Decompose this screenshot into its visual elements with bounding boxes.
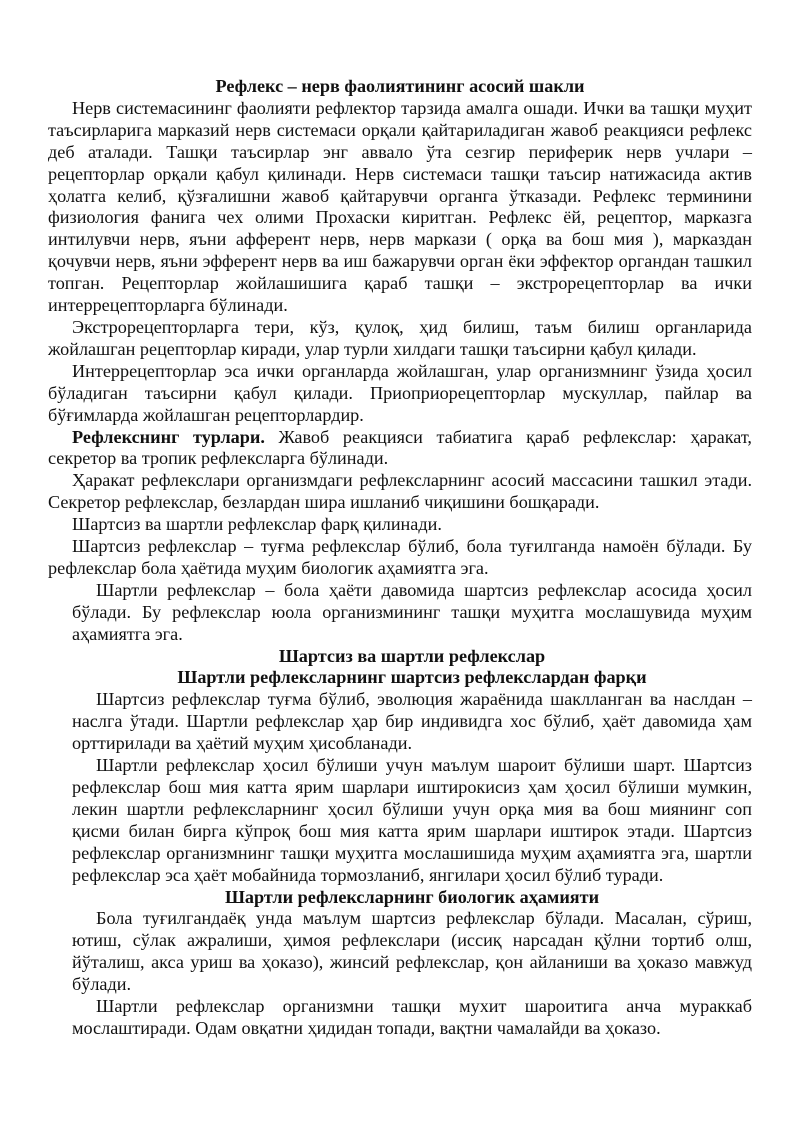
document-page bbox=[48, 76, 752, 1040]
paragraph-newborn-reflexes: Бола туғилгандаёқ унда маълум шартсиз рефлекслар бўлади. Масалан, сўриш, ютиш, сўлак ажралиши, ҳимоя рефлекслари (иссиқ нарсадан қўлни тортиб олш, йўталиш, акса уриш ва ҳоказо), жинсий рефлекслар, қон айланиши ва ҳоказо мавжуд бўлади. bbox=[72, 908, 752, 995]
paragraph-adaptation: Шартли рефлекслар организмни ташқи мухит шароитига анча мураккаб мослаштиради. Одам овқатни ҳидидан топади, вақтни чамалайди ва ҳоказо. bbox=[72, 996, 752, 1038]
paragraph-conditions: Шартли рефлекслар ҳосил бўлиши учун маълум шароит бўлиши шарт. Шартсиз рефлекслар бош мия катта ярим шарлари иштирокисиз ҳам ҳосил бўлиши мумкин, лекин шартли рефлексларнинг ҳосил бўлиши учун орқа мия ва бош миянинг соп қисми билан бирга кўпроқ бош мия катта ярим шарлари иштирок этади. Шартсиз рефлекслар организмнинг ташқи муҳитга мослашишида муҳим аҳамиятга эга, шартли рефлекслар эса ҳаёт мобайнида тормозланиб, янгилари ҳосил бўлиб туради. bbox=[72, 755, 752, 885]
paragraph-exteroceptors: Экстрорецепторларга тери, кўз, қулоқ, ҳид билиш, таъм билиш органларида жойлашган рецепторлар киради, улар турли хилдаги ташқи таъсирни қабул қилади. bbox=[48, 316, 752, 359]
paragraph-motor-reflexes: Ҳаракат рефлекслари организмдаги рефлексларнинг асосий массасини ташкил этади. Секретор рефлекслар, безлардан шира ишланиб чиқишини бошқаради. bbox=[48, 470, 752, 513]
paragraph-unconditioned-reflexes: Шартсиз рефлекслар – туғма рефлекслар бўлиб, бола туғилганда намоён бўлади. Бу рефлекслар бола ҳаётида муҳим биологик аҳамиятга эга. bbox=[48, 536, 752, 578]
paragraph-conditioned-reflexes: Шартли рефлекслар – бола ҳаёти давомида шартсиз рефлекслар асосида ҳосил бўлади. Бу рефлекслар юола организмининг ташқи муҳитга мослашувида муҳим аҳамиятга эга. bbox=[72, 579, 752, 644]
paragraph-reflex-definition: Нерв системасининг фаолияти рефлектор тарзида амалга ошади. Ички ва ташқи муҳит таъсирларига марказий нерв системаси орқали қайтариладиган жавоб реакцияси рефлекс деб аталади. Ташқи таъсирлар энг аввало ўта сезгир периферик нерв учлари – рецепторлар орқали қабул қилинади. Нерв системаси ташқи таъсир натижасида актив ҳолатга келиб, қўзғалишни жавоб қайтарувчи органга ўтказади. Рефлекс терминини физиология фанига чех олими Прохаски киритган. Рефлекс ёй, рецептор, марказга интилувчи нерв, яъни афферент нерв, нерв маркази ( орқа ва бош мия ), марказдан қочувчи нерв, яъни эфферент нерв ва иш бажарувчи орган ёки эффектор органдан ташкил топган. Рецепторлар жойлашишига қараб ташқи – экстрорецепторлар ва ички интеррецепторларга бўлинади. bbox=[48, 97, 752, 316]
reflex-types-text: Жавоб реакцияси табиатига қараб рефлекслар: ҳаракат, секретор ва тропик рефлексларга бўлинади. bbox=[48, 426, 752, 469]
subsection-heading-1: Шартсиз ва шартли рефлекслар bbox=[278, 645, 546, 666]
paragraph-differences: Шартсиз рефлекслар туғма бўлиб, эволюция жараёнида шаклланган ва наслдан – наслга ўтади. Шартли рефлекслар ҳар бир индивидга хос бўлиб, ҳаёт давомида ҳам орттирилади ва ҳаётий муҳим ҳисобланади. bbox=[72, 689, 752, 754]
section-title: Рефлекс – нерв фаолиятининг асосий шакли bbox=[215, 76, 585, 96]
subsection-heading-3: Шартли рефлексларнинг биологик аҳамияти bbox=[224, 886, 600, 907]
subsection-heading-2: Шартли рефлексларнинг шартсиз рефлекслардан фарқи bbox=[177, 667, 647, 688]
reflex-types-heading: Рефлекснинг турлари. bbox=[72, 426, 265, 447]
paragraph-conditioned-unconditioned: Шартсиз ва шартли рефлекслар фарқ қилинади. bbox=[72, 514, 442, 535]
paragraph-reflex-types bbox=[48, 427, 752, 471]
indented-block bbox=[48, 580, 752, 1040]
paragraph-interoceptors: Интеррецепторлар эса ички органларда жойлашган, улар организмнинг ўзида ҳосил бўладиган таъсирни қабул қилади. Приоприорецепторлар мускуллар, пайлар ва бўғимларда жойлашган рецепторлардир. bbox=[48, 360, 752, 425]
